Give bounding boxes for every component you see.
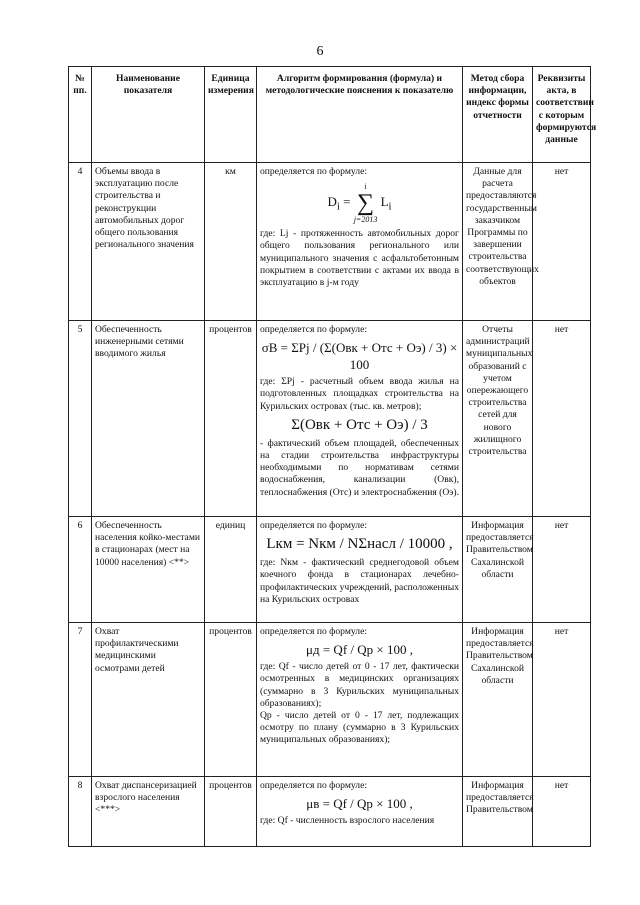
header-num: № пп. xyxy=(69,67,92,163)
formula-intro: определяется по формуле: xyxy=(260,780,367,791)
formula: μд = Qf / Qp × 100 , xyxy=(306,642,413,658)
table-row xyxy=(69,623,591,777)
collection-method: Информация предоставляется Правительством Сахалинской области xyxy=(463,517,533,623)
indicator-algorithm xyxy=(257,777,463,847)
indicator-name: Обеспеченность инженерными сетями вводимого жилья xyxy=(92,321,205,517)
formula-explanation: где: Qf - число детей от 0 - 17 лет, фактически осмотренных в медицинских организациях (суммарно в 3 Курильских муниципальных образованиях); xyxy=(260,661,459,709)
header-name: Наименование показателя xyxy=(92,67,205,163)
act-requisites: нет xyxy=(533,517,591,623)
formula-intro: определяется по формуле: xyxy=(260,626,367,637)
formula: $D_i$ = i ∑ j=2013 $L_i$ xyxy=(327,182,392,225)
indicators-table xyxy=(68,66,597,847)
indicator-unit: процентов xyxy=(205,777,257,847)
header-requisites: Реквизиты акта, в соответствии с которым формируются данные xyxy=(533,67,591,163)
row-number: 8 xyxy=(69,777,92,847)
act-requisites: нет xyxy=(533,623,591,777)
indicator-algorithm xyxy=(257,321,463,517)
header-method: Метод сбора информации, индекс формы отчетности xyxy=(463,67,533,163)
indicator-name: Охват профилактическими медицинскими осмотрами детей xyxy=(92,623,205,777)
formula-explanation: где: Lj - протяженность автомобильных дорог общего пользования регионального или муниципального значения с асфальтобетонным покрытием в соответствии с актами их ввода в эксплуатацию в j-м году xyxy=(260,228,459,289)
formula-explanation-2: Qp - число детей от 0 - 17 лет, подлежащих осмотру по плану (суммарно в 3 Курильских муниципальных образованиях); xyxy=(260,710,459,746)
indicator-algorithm xyxy=(257,517,463,623)
act-requisites: нет xyxy=(533,321,591,517)
page-number: 6 xyxy=(316,44,324,59)
indicator-algorithm xyxy=(257,163,463,321)
formula-explanation: где: ΣPj - расчетный объем ввода жилья на подготовленных площадках строительства на Курильских островах (тыс. кв. метров); xyxy=(260,376,459,412)
formula-intro: определяется по формуле: xyxy=(260,324,367,335)
formula: μв = Qf / Qp × 100 , xyxy=(306,796,413,812)
act-requisites: нет xyxy=(533,163,591,321)
row-number: 4 xyxy=(69,163,92,321)
sum-symbol: i ∑ j=2013 xyxy=(353,182,378,225)
formula-explanation: где: Qf - численность взрослого населения xyxy=(260,815,435,827)
header-unit: Единица измерения xyxy=(205,67,257,163)
row-number: 5 xyxy=(69,321,92,517)
row-number: 6 xyxy=(69,517,92,623)
indicator-name: Объемы ввода в эксплуатацию после строительства и реконструкции автомобильных дорог общего пользования регионального значения xyxy=(92,163,205,321)
act-requisites: нет xyxy=(533,777,591,847)
table-row xyxy=(69,321,591,517)
collection-method: Отчеты администраций муниципальных образований с учетом опережающего строительства сетей для нового жилищного строительства xyxy=(463,321,533,517)
collection-method: Информация предоставляется Правительством xyxy=(463,777,533,847)
formula-secondary: Σ(Овк + Отс + Оэ) / 3 xyxy=(291,416,428,433)
table-row xyxy=(69,777,591,847)
row-number: 7 xyxy=(69,623,92,777)
table-row xyxy=(69,517,591,623)
header-algorithm: Алгоритм формирования (формула) и методологические пояснения к показателю xyxy=(257,67,463,163)
formula-intro: определяется по формуле: xyxy=(260,520,367,531)
formula-intro: определяется по формуле: xyxy=(260,166,367,177)
collection-method: Данные для расчета предоставляются государственным заказчиком Программы по завершении строительства соответствующих объектов xyxy=(463,163,533,321)
indicator-unit: единиц xyxy=(205,517,257,623)
indicator-unit: процентов xyxy=(205,321,257,517)
formula: Lкм = Nкм / NΣнасл / 10000 , xyxy=(266,536,453,553)
collection-method: Информация предоставляется Правительством Сахалинской области xyxy=(463,623,533,777)
indicator-name: Обеспеченность населения койко-местами в стационарах (мест на 10000 населения) <**> xyxy=(92,517,205,623)
formula: σВ = ΣPj / (Σ(Овк + Отс + Оэ) / 3) × 100 xyxy=(261,340,458,373)
indicator-unit: процентов xyxy=(205,623,257,777)
table-header-row xyxy=(69,67,591,163)
table-row xyxy=(69,163,591,321)
indicator-name: Охват диспансеризацией взрослого населения <***> xyxy=(92,777,205,847)
indicator-unit: км xyxy=(205,163,257,321)
indicator-algorithm xyxy=(257,623,463,777)
formula-explanation: где: Nкм - фактический среднегодовой объем коечного фонда в стационарах лечебно-профилактических учреждений, расположенных на Курильских островах xyxy=(260,557,459,605)
formula-explanation-2: - фактический объем площадей, обеспеченных на стадии строительства инфраструктуры необходимыми по нормативам сетями водоснабжения, канализации (Овк), теплоснабжения (Отс) и электроснабжения (Оэ). xyxy=(260,437,459,498)
